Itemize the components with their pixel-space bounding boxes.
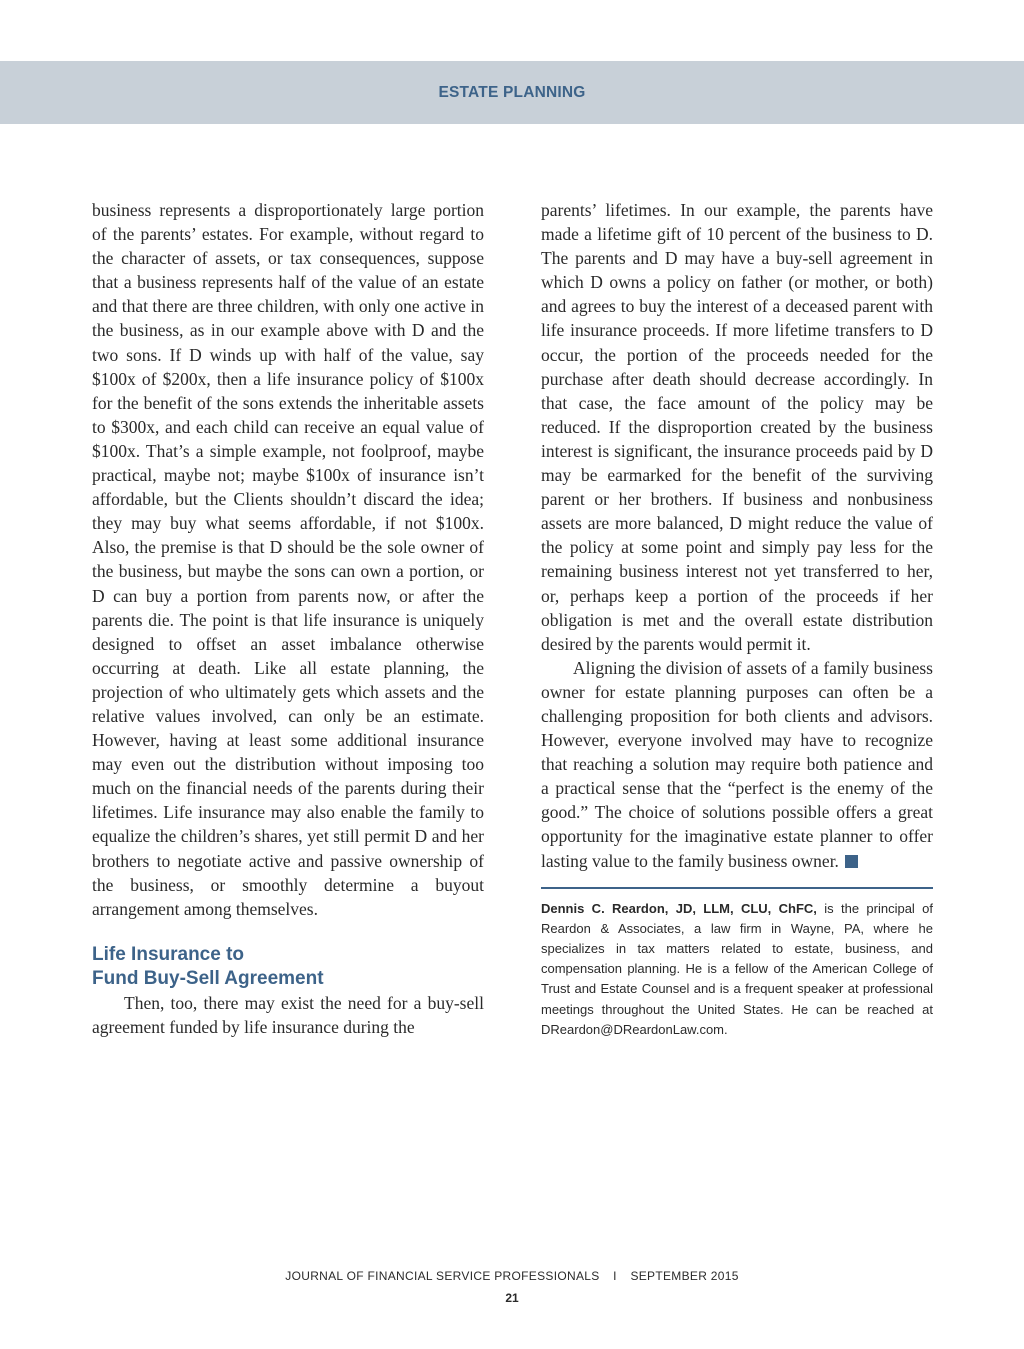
subheading-line-2: Fund Buy-Sell Agreement	[92, 967, 324, 989]
page-number: 21	[505, 1291, 519, 1305]
end-of-article-square-icon	[845, 855, 858, 868]
section-title: ESTATE PLANNING	[438, 84, 586, 101]
journal-name: JOURNAL OF FINANCIAL SERVICE PROFESSIONALS	[285, 1269, 600, 1283]
issue-date: SEPTEMBER 2015	[630, 1269, 739, 1283]
closing-paragraph	[541, 656, 933, 873]
right-column	[541, 198, 933, 1040]
subheading	[92, 943, 484, 991]
footer-journal-line	[0, 1269, 1024, 1283]
footer-separator: I	[613, 1269, 617, 1283]
body-paragraph: business represents a disproportionately large portion of the parents’ estates. For example, without regard to the character of assets, or tax consequences, suppose that a business represents half of the value of an estate and that there are three children, with only one active in the business, as in our example above with D and the two sons. If D winds up with half of the value, say $100x of $200x, then a life insurance policy of $100x for the benefit of the sons extends the inheritable assets to $300x, and each child can receive an equal value of $100x. That’s a simple example, not foolproof, maybe practical, maybe not; maybe $100x of insurance isn’t affordable, but the Clients shouldn’t discard the idea; they may buy what seems affordable, if not $100x. Also, the premise is that D should be the sole owner of the business, but maybe the sons can own a portion, or D can buy a portion from parents now, or after the parents die. The point is that life insurance is uniquely designed to offset an asset imbalance otherwise occurring at death. Like all estate planning, the projection of who ultimately gets which assets and the relative values involved, can only be an estimate. However, having at least some additional insurance may even out the distribution without imposing too much on the financial needs of the parents during their lifetimes. Life insurance may also enable the family to equalize the children’s shares, yet still permit D and her brothers to negotiate active and passive ownership of the business, or smoothly determine a buyout arrangement among themselves.	[92, 200, 484, 919]
body-paragraph: Then, too, there may exist the need for a buy-sell agreement funded by life insurance during the	[92, 992, 484, 1037]
body-paragraph: parents’ lifetimes. In our example, the parents have made a lifetime gift of 10 percent of the business to D. The parents and D may have a buy-sell agreement in which D owns a policy on father (or mother, or both) and agrees to buy the interest of a deceased parent with life insurance proceeds. If more lifetime transfers to D occur, the portion of the proceeds needed for the purchase after death should decrease accordingly. In that case, the face amount of the policy may be reduced. If the disproportion created by the business interest is significant, the insurance proceeds paid by D may be earmarked for the benefit of the surviving parent or her brothers. If business and nonbusiness assets are more balanced, D might reduce the value of the policy at some point and simply pay less for the remaining business interest not yet transferred to her, or, perhaps keep a portion of the proceeds if her obligation is met and the overall estate distribution desired by the parents would permit it.	[541, 200, 933, 654]
author-name: Dennis C. Reardon, JD, LLM, CLU, ChFC,	[541, 900, 817, 916]
subheading-line-1: Life Insurance to	[92, 943, 245, 965]
left-column	[92, 198, 484, 1039]
closing-paragraph-text: Aligning the division of assets of a family business owner for estate planning purposes can often be a challenging proposition for both clients and advisors. However, everyone involved may have to recognize that reaching a solution may require both patience and a practical sense that the “perfect is the enemy of the good.” The choice of solutions possible offers a great opportunity for the imaginative estate planner to offer lasting value to the family business owner.	[541, 657, 933, 871]
author-bio-text: is the principal of Reardon & Associates, a law firm in Wayne, PA, where he specializes in tax matters related to estate, business, and compensation planning. He is a fellow of the American College of Trust and Estate Counsel and is a frequent speaker at professional meetings throughout the United States. He can be reached at DReardon@DReardonLaw.com.	[541, 900, 933, 1037]
bio-divider	[541, 887, 933, 889]
author-bio	[541, 899, 933, 1040]
